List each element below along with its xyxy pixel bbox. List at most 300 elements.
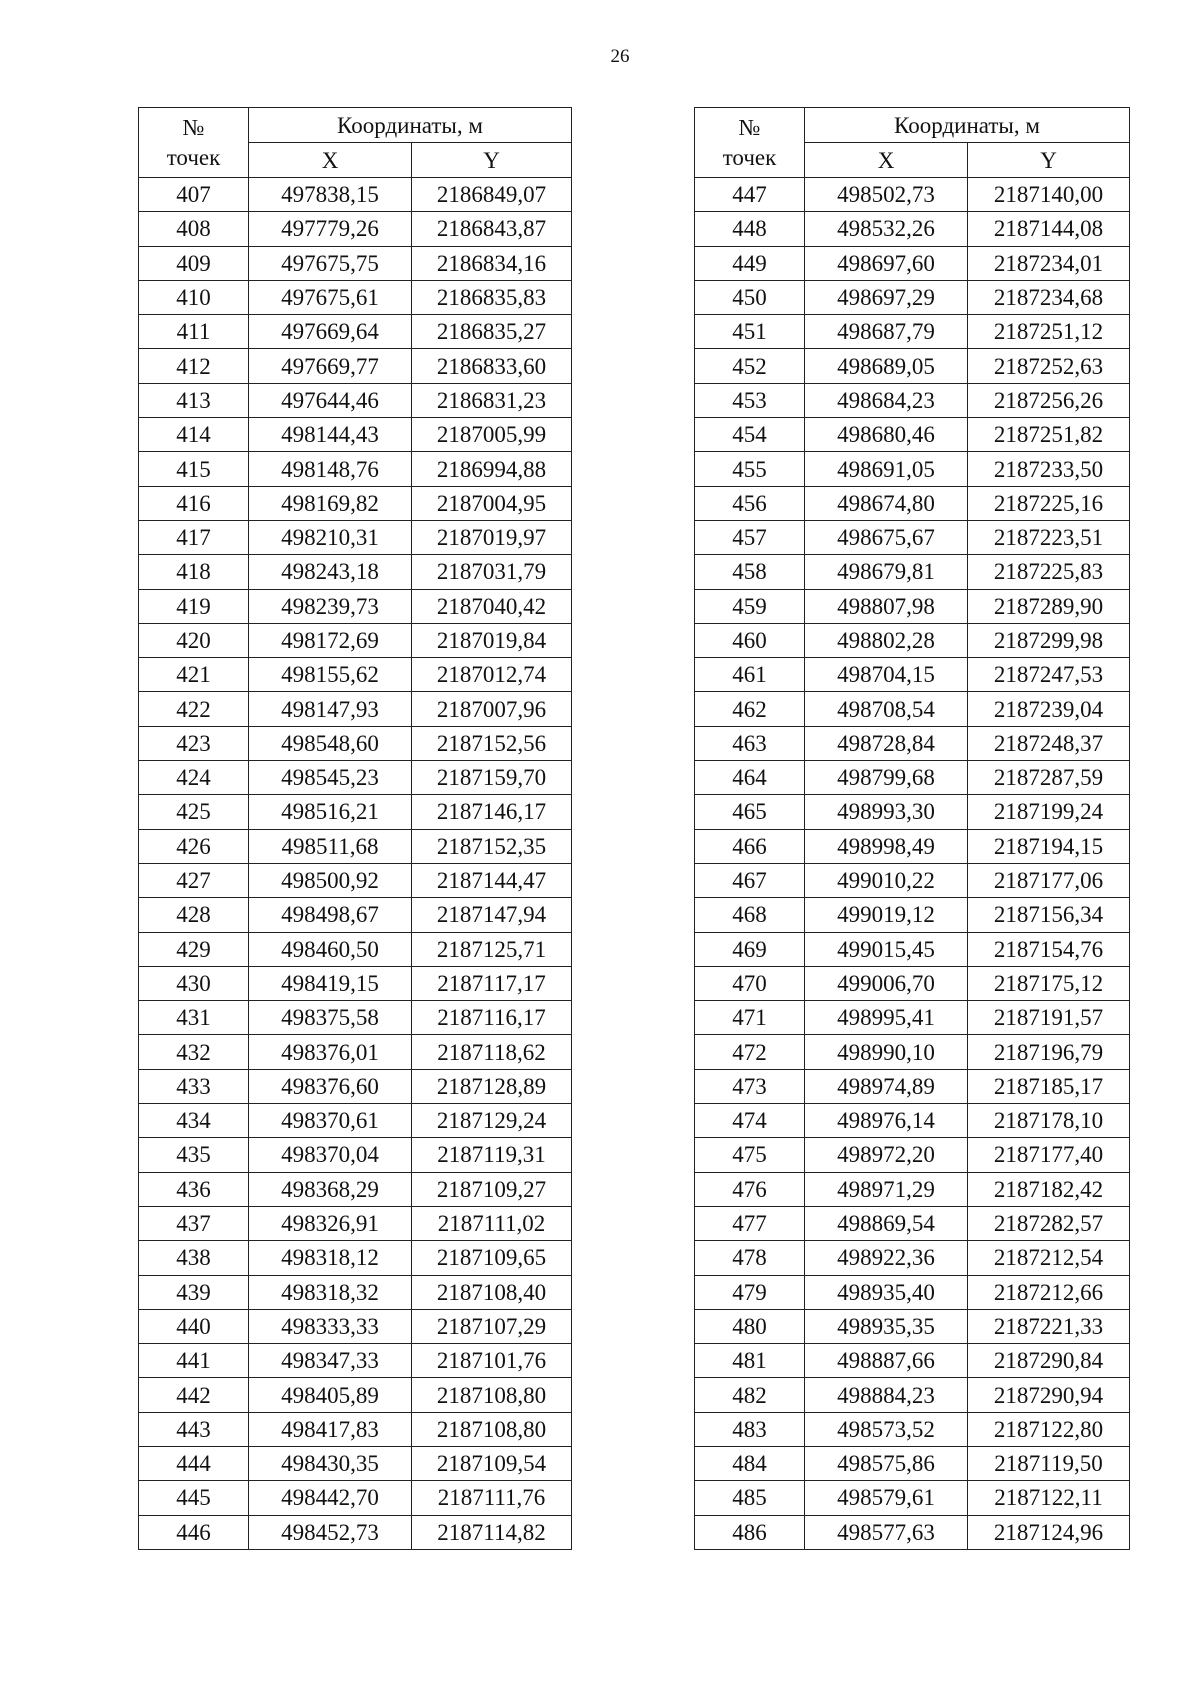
point-number-cell: 415 [139, 452, 249, 486]
y-coordinate-cell: 2187108,80 [412, 1412, 572, 1446]
point-number-cell: 437 [139, 1206, 249, 1240]
y-coordinate-cell: 2187144,47 [412, 863, 572, 897]
table-row [695, 932, 1130, 966]
table-row [139, 863, 572, 897]
table-row [139, 1344, 572, 1378]
point-number-cell: 461 [695, 658, 805, 692]
table-row [139, 623, 572, 657]
x-coordinate-cell: 498172,69 [249, 623, 412, 657]
y-coordinate-cell: 2187290,94 [968, 1378, 1130, 1412]
x-coordinate-cell: 498573,52 [805, 1412, 968, 1446]
point-number-cell: 457 [695, 520, 805, 554]
point-number-cell: 479 [695, 1275, 805, 1309]
y-coordinate-cell: 2187118,62 [412, 1035, 572, 1069]
point-number-cell: 473 [695, 1069, 805, 1103]
y-coordinate-cell: 2187212,54 [968, 1241, 1130, 1275]
table-row [139, 315, 572, 349]
x-coordinate-cell: 498697,29 [805, 280, 968, 314]
x-coordinate-cell: 498375,58 [249, 1001, 412, 1035]
table-row [139, 452, 572, 486]
y-coordinate-cell: 2187107,29 [412, 1309, 572, 1343]
point-number-cell: 452 [695, 349, 805, 383]
point-number-header [695, 108, 805, 178]
x-coordinate-cell: 497669,77 [249, 349, 412, 383]
x-coordinate-cell: 498802,28 [805, 623, 968, 657]
y-coordinate-cell: 2186835,27 [412, 315, 572, 349]
table-row [695, 966, 1130, 1000]
table-row [139, 383, 572, 417]
y-coordinate-cell: 2187290,84 [968, 1344, 1130, 1378]
x-coordinate-cell: 498169,82 [249, 486, 412, 520]
point-number-cell: 451 [695, 315, 805, 349]
table-row [139, 795, 572, 829]
y-coordinate-cell: 2187144,08 [968, 212, 1130, 246]
y-coordinate-cell: 2187252,63 [968, 349, 1130, 383]
x-coordinate-cell: 498516,21 [249, 795, 412, 829]
table-row [139, 1138, 572, 1172]
y-coordinate-cell: 2186834,16 [412, 246, 572, 280]
point-number-cell: 469 [695, 932, 805, 966]
table-row [695, 623, 1130, 657]
y-coordinate-cell: 2187233,50 [968, 452, 1130, 486]
y-coordinate-cell: 2187140,00 [968, 178, 1130, 212]
point-number-cell: 472 [695, 1035, 805, 1069]
y-coordinate-cell: 2187108,40 [412, 1275, 572, 1309]
table-row [695, 1104, 1130, 1138]
table-row [139, 1206, 572, 1240]
table-row [139, 726, 572, 760]
x-coordinate-cell: 498500,92 [249, 863, 412, 897]
x-coordinate-cell: 498998,49 [805, 829, 968, 863]
point-number-cell: 433 [139, 1069, 249, 1103]
table-row [695, 1515, 1130, 1549]
table-row [139, 1069, 572, 1103]
point-number-cell: 480 [695, 1309, 805, 1343]
x-header: X [805, 143, 968, 178]
point-number-cell: 408 [139, 212, 249, 246]
table-row [139, 246, 572, 280]
table-row [139, 1275, 572, 1309]
point-number-cell: 427 [139, 863, 249, 897]
table-row [695, 349, 1130, 383]
x-coordinate-cell: 498575,86 [805, 1446, 968, 1480]
table-row [695, 452, 1130, 486]
table-row [695, 555, 1130, 589]
x-coordinate-cell: 498460,50 [249, 932, 412, 966]
y-coordinate-cell: 2187152,35 [412, 829, 572, 863]
table-row [695, 1309, 1130, 1343]
table-row [695, 1138, 1130, 1172]
x-coordinate-cell: 498419,15 [249, 966, 412, 1000]
y-coordinate-cell: 2187005,99 [412, 418, 572, 452]
y-coordinate-cell: 2186843,87 [412, 212, 572, 246]
table-row [139, 1515, 572, 1549]
x-coordinate-cell: 498405,89 [249, 1378, 412, 1412]
point-number-cell: 443 [139, 1412, 249, 1446]
x-coordinate-cell: 498704,15 [805, 658, 968, 692]
point-number-cell: 444 [139, 1446, 249, 1480]
y-coordinate-cell: 2186833,60 [412, 349, 572, 383]
y-coordinate-cell: 2187114,82 [412, 1515, 572, 1549]
x-coordinate-cell: 498376,60 [249, 1069, 412, 1103]
point-number-cell: 422 [139, 692, 249, 726]
table-row [695, 178, 1130, 212]
point-number-cell: 449 [695, 246, 805, 280]
x-coordinate-cell: 499010,22 [805, 863, 968, 897]
table-row [139, 1172, 572, 1206]
table-row [695, 761, 1130, 795]
y-coordinate-cell: 2187287,59 [968, 761, 1130, 795]
table-row [139, 898, 572, 932]
point-number-cell: 413 [139, 383, 249, 417]
y-coordinate-cell: 2187182,42 [968, 1172, 1130, 1206]
x-coordinate-cell: 498935,35 [805, 1309, 968, 1343]
point-number-cell: 440 [139, 1309, 249, 1343]
table-row [139, 658, 572, 692]
y-coordinate-cell: 2187175,12 [968, 966, 1130, 1000]
point-number-cell: 460 [695, 623, 805, 657]
point-number-cell: 474 [695, 1104, 805, 1138]
y-coordinate-cell: 2187256,26 [968, 383, 1130, 417]
x-coordinate-cell: 499019,12 [805, 898, 968, 932]
point-number-cell: 429 [139, 932, 249, 966]
point-number-cell: 478 [695, 1241, 805, 1275]
table-row [695, 212, 1130, 246]
x-coordinate-cell: 498675,67 [805, 520, 968, 554]
y-coordinate-cell: 2187212,66 [968, 1275, 1130, 1309]
point-number-cell: 432 [139, 1035, 249, 1069]
x-coordinate-cell: 498243,18 [249, 555, 412, 589]
y-header: Y [968, 143, 1130, 178]
x-coordinate-cell: 498545,23 [249, 761, 412, 795]
x-coordinate-cell: 498799,68 [805, 761, 968, 795]
y-coordinate-cell: 2187111,02 [412, 1206, 572, 1240]
x-coordinate-cell: 499006,70 [805, 966, 968, 1000]
point-number-cell: 482 [695, 1378, 805, 1412]
table-row [139, 589, 572, 623]
y-coordinate-cell: 2187251,82 [968, 418, 1130, 452]
table-row [695, 1069, 1130, 1103]
point-number-cell: 483 [695, 1412, 805, 1446]
y-coordinate-cell: 2187004,95 [412, 486, 572, 520]
point-number-cell: 485 [695, 1481, 805, 1515]
x-coordinate-cell: 498368,29 [249, 1172, 412, 1206]
x-coordinate-cell: 498691,05 [805, 452, 968, 486]
table-row [695, 246, 1130, 280]
x-coordinate-cell: 498579,61 [805, 1481, 968, 1515]
y-coordinate-cell: 2187199,24 [968, 795, 1130, 829]
y-coordinate-cell: 2187234,01 [968, 246, 1130, 280]
table-row [139, 349, 572, 383]
y-coordinate-cell: 2187007,96 [412, 692, 572, 726]
point-number-cell: 466 [695, 829, 805, 863]
point-number-cell: 434 [139, 1104, 249, 1138]
table-row [139, 555, 572, 589]
x-coordinate-cell: 498869,54 [805, 1206, 968, 1240]
x-coordinate-cell: 497669,64 [249, 315, 412, 349]
x-coordinate-cell: 498144,43 [249, 418, 412, 452]
table-row [695, 863, 1130, 897]
point-number-cell: 484 [695, 1446, 805, 1480]
x-coordinate-cell: 497675,75 [249, 246, 412, 280]
table-row [695, 1412, 1130, 1446]
y-coordinate-cell: 2187152,56 [412, 726, 572, 760]
point-number-cell: 462 [695, 692, 805, 726]
table-row [695, 1172, 1130, 1206]
table-row [695, 658, 1130, 692]
point-number-cell: 428 [139, 898, 249, 932]
table-row [695, 1035, 1130, 1069]
table-row [695, 795, 1130, 829]
x-coordinate-cell: 498708,54 [805, 692, 968, 726]
point-number-cell: 423 [139, 726, 249, 760]
y-coordinate-cell: 2187299,98 [968, 623, 1130, 657]
x-coordinate-cell: 498417,83 [249, 1412, 412, 1446]
point-number-cell: 475 [695, 1138, 805, 1172]
point-number-cell: 407 [139, 178, 249, 212]
coordinates-table-right [694, 107, 1130, 1550]
point-number-cell: 464 [695, 761, 805, 795]
y-coordinate-cell: 2187109,27 [412, 1172, 572, 1206]
x-coordinate-cell: 498430,35 [249, 1446, 412, 1480]
x-coordinate-cell: 498577,63 [805, 1515, 968, 1549]
table-row [695, 486, 1130, 520]
x-coordinate-cell: 498155,62 [249, 658, 412, 692]
y-coordinate-cell: 2187156,34 [968, 898, 1130, 932]
point-number-cell: 459 [695, 589, 805, 623]
x-coordinate-cell: 498498,67 [249, 898, 412, 932]
y-coordinate-cell: 2187247,53 [968, 658, 1130, 692]
number-sign: № [738, 114, 761, 140]
x-coordinate-cell: 497644,46 [249, 383, 412, 417]
table-row [139, 932, 572, 966]
y-coordinate-cell: 2187108,80 [412, 1378, 572, 1412]
points-label: точек [166, 144, 221, 170]
table-row [695, 1001, 1130, 1035]
point-number-cell: 420 [139, 623, 249, 657]
x-coordinate-cell: 498532,26 [805, 212, 968, 246]
point-number-cell: 471 [695, 1001, 805, 1035]
y-coordinate-cell: 2187282,57 [968, 1206, 1130, 1240]
y-coordinate-cell: 2187119,31 [412, 1138, 572, 1172]
point-number-cell: 426 [139, 829, 249, 863]
y-coordinate-cell: 2187031,79 [412, 555, 572, 589]
y-coordinate-cell: 2187248,37 [968, 726, 1130, 760]
x-coordinate-cell: 498680,46 [805, 418, 968, 452]
table-row [139, 178, 572, 212]
y-coordinate-cell: 2187289,90 [968, 589, 1130, 623]
point-number-cell: 450 [695, 280, 805, 314]
x-coordinate-cell: 498687,79 [805, 315, 968, 349]
x-coordinate-cell: 498807,98 [805, 589, 968, 623]
y-coordinate-cell: 2187154,76 [968, 932, 1130, 966]
y-coordinate-cell: 2187125,71 [412, 932, 572, 966]
x-coordinate-cell: 498922,36 [805, 1241, 968, 1275]
x-coordinate-cell: 498995,41 [805, 1001, 968, 1035]
table-row [139, 1001, 572, 1035]
x-coordinate-cell: 498333,33 [249, 1309, 412, 1343]
x-coordinate-cell: 498684,23 [805, 383, 968, 417]
y-coordinate-cell: 2187239,04 [968, 692, 1130, 726]
table-row [695, 418, 1130, 452]
point-number-cell: 435 [139, 1138, 249, 1172]
x-coordinate-cell: 498502,73 [805, 178, 968, 212]
points-label: точек [722, 144, 777, 170]
y-coordinate-cell: 2186994,88 [412, 452, 572, 486]
y-coordinate-cell: 2187191,57 [968, 1001, 1130, 1035]
x-coordinate-cell: 498974,89 [805, 1069, 968, 1103]
point-number-cell: 438 [139, 1241, 249, 1275]
point-number-cell: 416 [139, 486, 249, 520]
point-number-cell: 412 [139, 349, 249, 383]
point-number-cell: 410 [139, 280, 249, 314]
point-number-cell: 442 [139, 1378, 249, 1412]
point-number-cell: 448 [695, 212, 805, 246]
y-coordinate-cell: 2187177,40 [968, 1138, 1130, 1172]
x-coordinate-cell: 498990,10 [805, 1035, 968, 1069]
x-coordinate-cell: 498147,93 [249, 692, 412, 726]
x-coordinate-cell: 498511,68 [249, 829, 412, 863]
y-coordinate-cell: 2187146,17 [412, 795, 572, 829]
table-row [139, 761, 572, 795]
table-row [139, 418, 572, 452]
x-coordinate-cell: 498376,01 [249, 1035, 412, 1069]
y-coordinate-cell: 2187196,79 [968, 1035, 1130, 1069]
y-coordinate-cell: 2187122,11 [968, 1481, 1130, 1515]
point-number-cell: 486 [695, 1515, 805, 1549]
table-row [139, 692, 572, 726]
x-coordinate-cell: 498347,33 [249, 1344, 412, 1378]
table-row [695, 1446, 1130, 1480]
table-row [695, 1206, 1130, 1240]
x-coordinate-cell: 498674,80 [805, 486, 968, 520]
x-coordinate-cell: 498548,60 [249, 726, 412, 760]
x-coordinate-cell: 498697,60 [805, 246, 968, 280]
x-coordinate-cell: 499015,45 [805, 932, 968, 966]
x-coordinate-cell: 498148,76 [249, 452, 412, 486]
table-row [139, 1241, 572, 1275]
y-coordinate-cell: 2187234,68 [968, 280, 1130, 314]
table-row [695, 1241, 1130, 1275]
y-coordinate-cell: 2187122,80 [968, 1412, 1130, 1446]
point-number-cell: 465 [695, 795, 805, 829]
point-number-cell: 411 [139, 315, 249, 349]
table-row [139, 829, 572, 863]
x-coordinate-cell: 498972,20 [805, 1138, 968, 1172]
y-coordinate-cell: 2187251,12 [968, 315, 1130, 349]
y-coordinate-cell: 2187101,76 [412, 1344, 572, 1378]
y-coordinate-cell: 2187177,06 [968, 863, 1130, 897]
x-coordinate-cell: 498318,32 [249, 1275, 412, 1309]
table-row [695, 829, 1130, 863]
x-coordinate-cell: 498887,66 [805, 1344, 968, 1378]
x-coordinate-cell: 498442,70 [249, 1481, 412, 1515]
x-coordinate-cell: 498239,73 [249, 589, 412, 623]
x-coordinate-cell: 498728,84 [805, 726, 968, 760]
y-coordinate-cell: 2187178,10 [968, 1104, 1130, 1138]
point-number-cell: 455 [695, 452, 805, 486]
point-number-cell: 441 [139, 1344, 249, 1378]
table-row [695, 692, 1130, 726]
x-coordinate-cell: 498679,81 [805, 555, 968, 589]
x-coordinate-cell: 498971,29 [805, 1172, 968, 1206]
x-coordinate-cell: 498884,23 [805, 1378, 968, 1412]
point-number-cell: 409 [139, 246, 249, 280]
point-number-cell: 424 [139, 761, 249, 795]
table-row [695, 383, 1130, 417]
point-number-cell: 439 [139, 1275, 249, 1309]
table-row [139, 966, 572, 1000]
y-coordinate-cell: 2187116,17 [412, 1001, 572, 1035]
point-number-cell: 431 [139, 1001, 249, 1035]
point-number-cell: 481 [695, 1344, 805, 1378]
y-coordinate-cell: 2187040,42 [412, 589, 572, 623]
point-number-cell: 463 [695, 726, 805, 760]
table-row [695, 1378, 1130, 1412]
y-coordinate-cell: 2187129,24 [412, 1104, 572, 1138]
table-row [139, 1309, 572, 1343]
y-coordinate-cell: 2187019,97 [412, 520, 572, 554]
y-coordinate-cell: 2187225,83 [968, 555, 1130, 589]
y-coordinate-cell: 2187124,96 [968, 1515, 1130, 1549]
table-row [695, 726, 1130, 760]
point-number-header [139, 108, 249, 178]
table-row [139, 1378, 572, 1412]
table-row [139, 1446, 572, 1480]
y-coordinate-cell: 2187159,70 [412, 761, 572, 795]
y-coordinate-cell: 2187111,76 [412, 1481, 572, 1515]
point-number-cell: 446 [139, 1515, 249, 1549]
y-coordinate-cell: 2186849,07 [412, 178, 572, 212]
x-coordinate-cell: 498210,31 [249, 520, 412, 554]
table-row [139, 1104, 572, 1138]
table-row [139, 486, 572, 520]
point-number-cell: 470 [695, 966, 805, 1000]
coordinates-table-left [138, 107, 572, 1550]
point-number-cell: 468 [695, 898, 805, 932]
table-row [139, 1481, 572, 1515]
x-coordinate-cell: 498318,12 [249, 1241, 412, 1275]
point-number-cell: 456 [695, 486, 805, 520]
x-coordinate-cell: 497779,26 [249, 212, 412, 246]
table-row [139, 1412, 572, 1446]
point-number-cell: 417 [139, 520, 249, 554]
y-coordinate-cell: 2187117,17 [412, 966, 572, 1000]
point-number-cell: 430 [139, 966, 249, 1000]
point-number-cell: 419 [139, 589, 249, 623]
y-coordinate-cell: 2187194,15 [968, 829, 1130, 863]
point-number-cell: 454 [695, 418, 805, 452]
table-row [139, 212, 572, 246]
y-coordinate-cell: 2187019,84 [412, 623, 572, 657]
table-row [695, 589, 1130, 623]
point-number-cell: 418 [139, 555, 249, 589]
point-number-cell: 414 [139, 418, 249, 452]
page-number: 26 [610, 46, 630, 67]
x-coordinate-cell: 498993,30 [805, 795, 968, 829]
table-row [695, 898, 1130, 932]
table-row [695, 1344, 1130, 1378]
y-coordinate-cell: 2187109,65 [412, 1241, 572, 1275]
x-coordinate-cell: 498452,73 [249, 1515, 412, 1549]
number-sign: № [182, 114, 205, 140]
point-number-cell: 453 [695, 383, 805, 417]
x-coordinate-cell: 497675,61 [249, 280, 412, 314]
point-number-cell: 436 [139, 1172, 249, 1206]
y-coordinate-cell: 2187109,54 [412, 1446, 572, 1480]
table-row [139, 280, 572, 314]
table-row [139, 1035, 572, 1069]
